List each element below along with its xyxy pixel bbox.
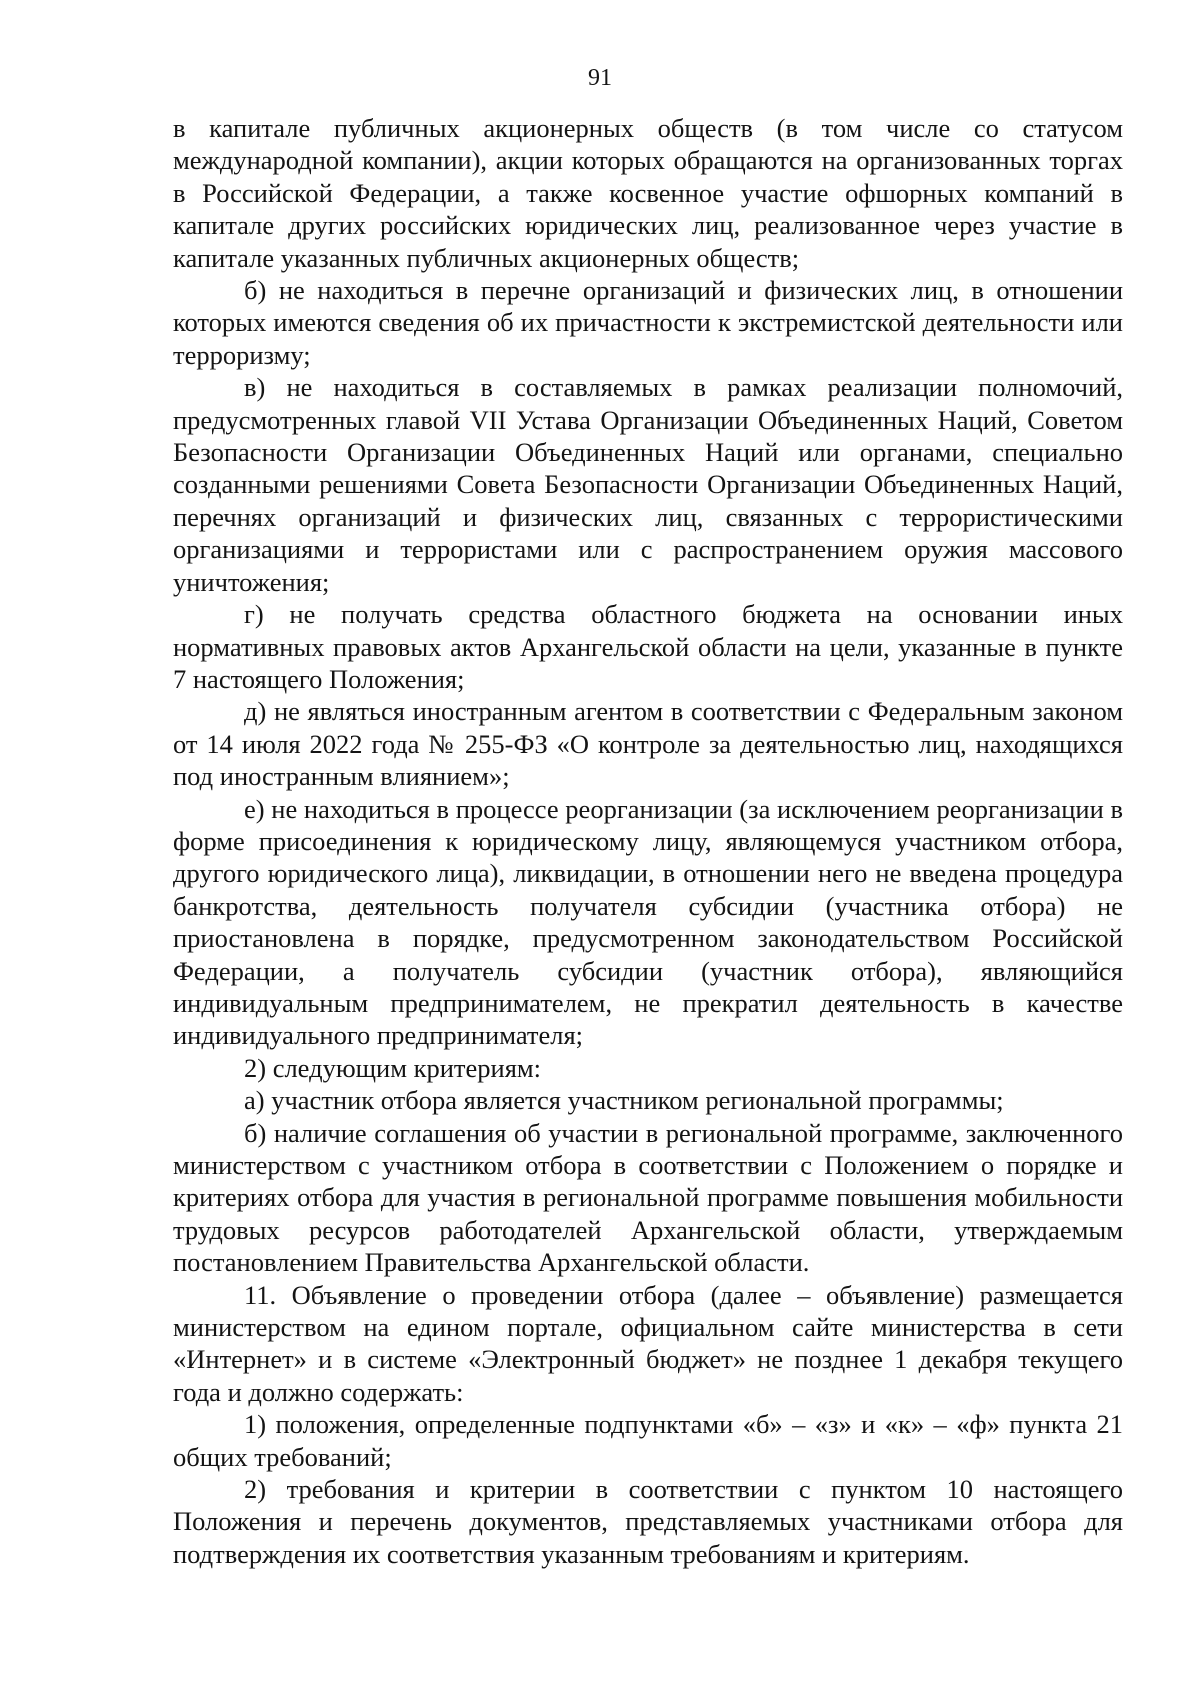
paragraph-section-11-item-1: 1) положения, определенные подпунктами «б» – «з» и «к» – «ф» пункта 21 общих требований; [173, 1409, 1123, 1472]
paragraph-continuation: в капитале публичных акционерных обществ (в том числе со статусом международной компании), акции которых обращаются на организованных торгах в Российской Федерации, а также косвенное участие офшорных компаний в капитале других российских юридических лиц, реализованное через участие в капитале указанных публичных акционерных обществ; [173, 113, 1123, 273]
paragraph-section-11-item-2: 2) требования и критерии в соответствии с пунктом 10 настоящего Положения и перечень документов, представляемых участниками отбора для подтверждения их соответствия указанным требованиям и критериям. [173, 1474, 1123, 1569]
page-number: 91 [588, 65, 612, 91]
paragraph-item-g-budget: г) не получать средства областного бюджета на основании иных нормативных правовых актов Архангельской области на цели, указанные в пункте 7 настоящего Положения; [173, 599, 1123, 694]
document-body [173, 112, 1123, 1570]
paragraph-criteria-b: б) наличие соглашения об участии в региональной программе, заключенного министерством с участником отбора в соответствии с Положением о порядке и критериях отбора для участия в региональной программе повышения мобильности трудовых ресурсов работодателей Архангельской области, утверждаемым постановлением Правительства Архангельской области. [173, 1117, 1123, 1278]
paragraph-section-11: 11. Объявление о проведении отбора (далее – объявление) размещается министерством на едином портале, официальном сайте министерства в сети «Интернет» и в системе «Электронный бюджет» не позднее 1 декабря текущего года и должно содержать: [173, 1279, 1123, 1407]
paragraph-item-b-extremism: б) не находиться в перечне организаций и физических лиц, в отношении которых имеются сведения об их причастности к экстремистской деятельности или терроризму; [173, 275, 1123, 370]
paragraph-criteria-a: а) участник отбора является участником региональной программы; [244, 1085, 1004, 1116]
paragraph-item-d-foreign-agent: д) не являться иностранным агентом в соответствии с Федеральным законом от 14 июля 2022 года № 255-ФЗ «О контроле за деятельностью лиц, находящихся под иностранным влиянием»; [173, 696, 1123, 792]
paragraph-item-e-reorganization: е) не находиться в процессе реорганизации (за исключением реорганизации в форме присоединения к юридическому лицу, являющемуся участником отбора, другого юридического лица), ликвидации, в отношении него не введена процедура банкротства, деятельность получателя субсидии (участника отбора) не приостановлена в порядке, предусмотренном законодательством Российской Федерации, а получатель субсидии (участник отбора), являющийся индивидуальным предпринимателем, не прекратил деятельность в качестве индивидуального предпринимателя; [173, 793, 1123, 1051]
paragraph-criteria-heading: 2) следующим критериям: [244, 1052, 542, 1083]
paragraph-item-v-un-lists: в) не находиться в составляемых в рамках реализации полномочий, предусмотренных главой VII Устава Организации Объединенных Наций, Советом Безопасности Организации Объединенных Наций или органами, специально созданными решениями Совета Безопасности Организации Объединенных Наций, перечнях организаций и физических лиц, связанных с террористическими организациями и террористами или с распространением оружия массового уничтожения; [173, 372, 1123, 597]
